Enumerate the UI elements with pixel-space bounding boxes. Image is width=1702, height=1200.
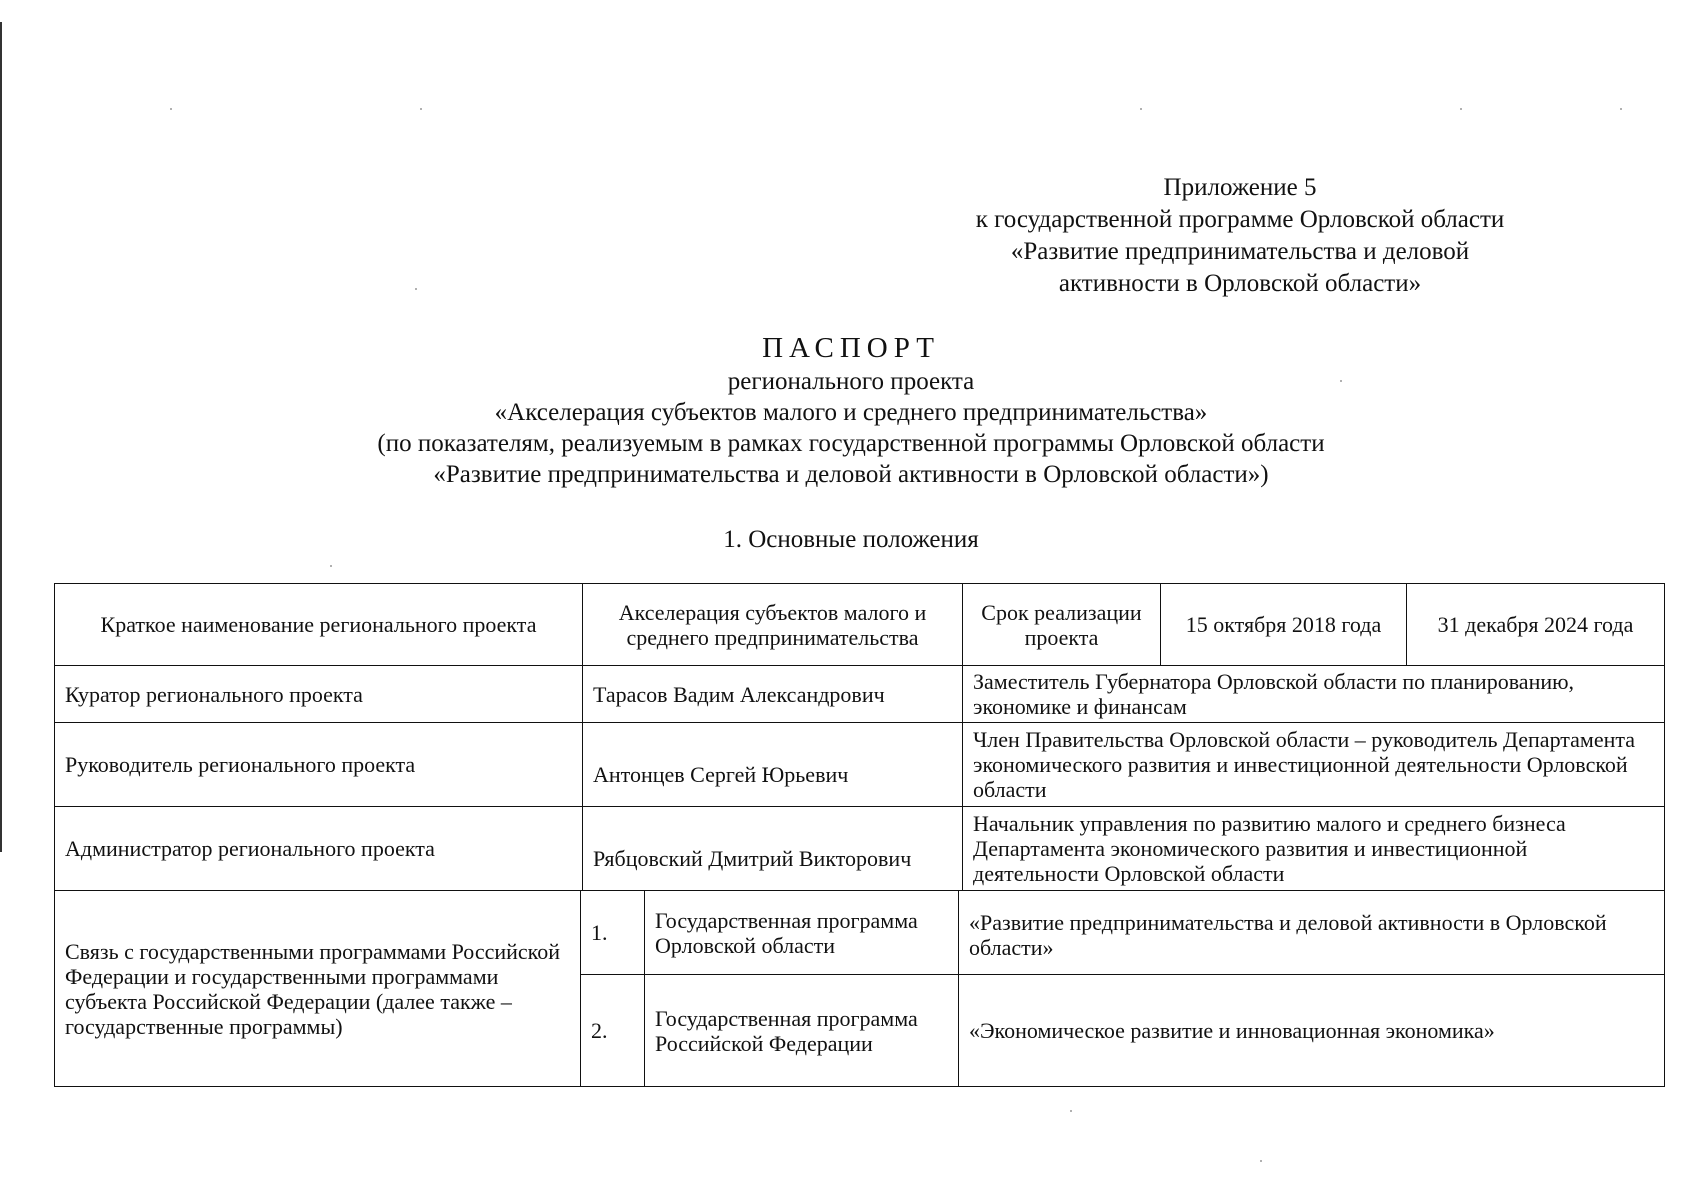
head-label: Руководитель регионального проекта: [55, 723, 583, 807]
term-label: Срок реализации проекта: [963, 584, 1161, 666]
end-date: 31 декабря 2024 года: [1407, 584, 1665, 666]
program-name: «Развитие предпринимательства и деловой активности в Орловской области»: [959, 891, 1665, 975]
appendix-line: активности в Орловской области»: [1058, 270, 1422, 297]
scan-speck: [415, 288, 417, 290]
section-heading: 1. Основные положения: [723, 526, 979, 553]
passport-heading: ПАСПОРТ: [762, 332, 940, 364]
appendix-line: Приложение 5: [1163, 174, 1317, 201]
appendix-line: «Развитие предпринимательства и деловой: [1010, 238, 1470, 265]
short-name-label: Краткое наименование регионального проекта: [55, 584, 583, 666]
curator-position: Заместитель Губернатора Орловской области по планированию, экономике и финансам: [963, 666, 1665, 723]
program-type: Государственная программа Российской Федерации: [645, 975, 959, 1087]
programs-link-label: Связь с государственными программами Российской Федерации и государственными программами субъекта Российской Федерации (далее также – государственные программы): [55, 891, 581, 1087]
curator-name: Тарасов Вадим Александрович: [583, 666, 963, 723]
scan-speck: [1070, 1110, 1072, 1112]
short-name-value: Акселерация субъектов малого и среднего предпринимательства: [583, 584, 963, 666]
table-row: [55, 891, 1665, 975]
title-note: (по показателям, реализуемым в рамках государственной программы Орловской области: [377, 430, 1325, 457]
program-name: «Экономическое развитие и инновационная экономика»: [959, 975, 1665, 1087]
program-type: Государственная программа Орловской области: [645, 891, 959, 975]
start-date: 15 октября 2018 года: [1161, 584, 1407, 666]
scan-speck: [1140, 108, 1142, 110]
program-number: 2.: [581, 975, 645, 1087]
table-row: [55, 666, 1665, 723]
scan-speck: [170, 108, 172, 110]
table-row: [55, 807, 1665, 891]
table-row: [55, 584, 1665, 666]
appendix-line: к государственной программе Орловской области: [975, 206, 1505, 233]
admin-name: Рябцовский Дмитрий Викторович: [583, 807, 963, 891]
admin-position: Начальник управления по развитию малого и среднего бизнеса Департамента экономического развития и инвестиционной деятельности Орловской области: [963, 807, 1665, 891]
title-note: «Развитие предпринимательства и деловой активности в Орловской области»): [433, 461, 1269, 488]
scan-speck: [1620, 108, 1622, 110]
document-title: [0, 330, 1702, 490]
appendix-header: [880, 172, 1600, 300]
programs-link-table: [54, 890, 1665, 1087]
main-provisions-table: [54, 583, 1665, 891]
scan-speck: [1460, 108, 1462, 110]
program-number: 1.: [581, 891, 645, 975]
title-subtitle: регионального проекта: [727, 368, 975, 395]
head-name: Антонцев Сергей Юрьевич: [583, 723, 963, 807]
admin-label: Администратор регионального проекта: [55, 807, 583, 891]
table-row: [55, 723, 1665, 807]
project-name: «Акселерация субъектов малого и среднего предпринимательства»: [494, 399, 1208, 426]
scan-speck: [330, 565, 332, 567]
head-position: Член Правительства Орловской области – руководитель Департамента экономического развития и инвестиционной деятельности Орловской области: [963, 723, 1665, 807]
scan-speck: [420, 108, 422, 110]
scan-speck: [1260, 1160, 1262, 1162]
curator-label: Куратор регионального проекта: [55, 666, 583, 723]
